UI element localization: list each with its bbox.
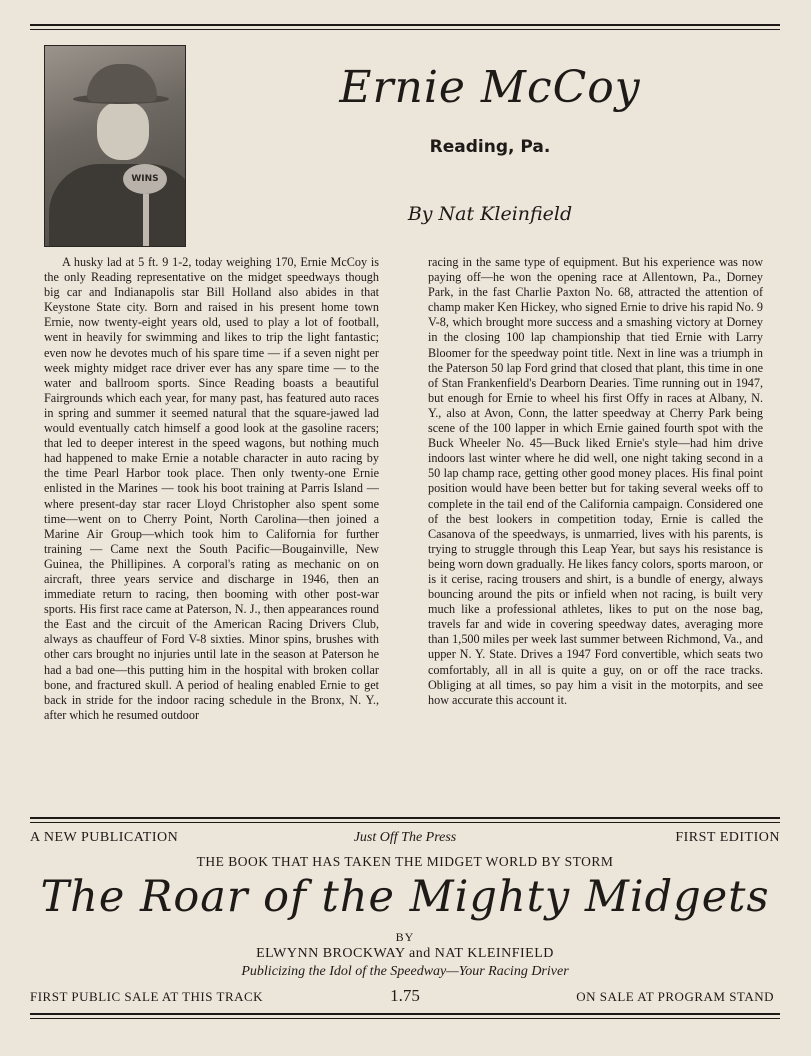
ad-subtitle: Publicizing the Idol of the Speedway—Your Racing Driver xyxy=(241,964,569,979)
ad-sale-row xyxy=(30,986,780,1008)
portrait-photo xyxy=(44,45,186,247)
ad-header-row xyxy=(30,830,780,850)
ad-price: 1.75 xyxy=(390,986,420,1005)
ad-book-title: The Roar of the Mighty Midgets xyxy=(40,872,770,922)
ad-authors: ELWYNN BROCKWAY and NAT KLEINFIELD xyxy=(256,946,554,961)
photo-face xyxy=(97,102,149,160)
article-column-right xyxy=(428,255,763,810)
article-right-text: racing in the same type of equipment. But his experience was now paying off—he won the opening race at Allentown, Pa., Dorney Park, in the fast Charlie Paxton No. 68, attracted the attention of champ maker Ken Hickey, who signed Ernie to drive his rapid No. 9 V-8, which brought more success and a smashing victory at Dorney in the closing 100 lap championship that tied Ernie with Larry Bloomer for the speedway point title. Next in line was a triumph in the Paterson 50 lap Ford grind that closed that plant, this time in one of Stan Frankenfield's Dearborn Dearies. Time running out in 1947, but enough for Ernie to wheel his first Offy in races at Albany, N. Y., also at Avon, Conn, the latter speedway at Cherry Park being scene of the 100 lapper in which Ernie gained fourth spot with the Buck Wheeler No. 45—Buck liked Ernie's style—had him drive indoors last winter where he did well, one night taking second in a 50 lap champ race, getting other good money places. His final point position would have been better but for taking several weeks off to complete in the tail end of the California campaign. Considered one of the best lookers in competition today, Ernie is called the Casanova of the speedways, is unmarried, lives with his parents, is trying to struggle through this Leap Year, but says his resistance is being worn down gradually. He likes fancy colors, sports maroon, or is it cerise, racing trousers and shirt, is a bundle of energy, always bouncing around the pits or infield when not racing, is built very much like a professional athletes, likes to put on the nose bag, travels far and wide in covering speedway dates, averaging more than 1,500 miles per week last summer between Richmond, Va., and upper N. Y. State. Drives a 1947 Ford convertible, which seats two comfortably, all in all is quite a guy, on or off the race tracks. Obliging at all times, so pay him a visit in the motorpits, and see how accurate this account it. xyxy=(428,255,763,707)
ad-sale-left: FIRST PUBLIC SALE AT THIS TRACK xyxy=(30,989,264,1004)
ad-new-publication: A NEW PUBLICATION xyxy=(30,830,179,845)
photo-mic-stand xyxy=(143,194,149,247)
ad-by: BY xyxy=(395,930,415,944)
article-title: Ernie McCoy xyxy=(339,62,641,113)
ad-tagline: THE BOOK THAT HAS TAKEN THE MIDGET WORLD BY STORM xyxy=(196,854,614,869)
ad-first-edition: FIRST EDITION xyxy=(675,830,780,845)
ad-sale-right: ON SALE AT PROGRAM STAND xyxy=(576,989,774,1004)
ad-top-rule-thick xyxy=(30,817,780,819)
top-rule-thin xyxy=(30,29,780,30)
article-column-left xyxy=(44,255,379,810)
article-left-text: A husky lad at 5 ft. 9 1-2, today weighing 170, Ernie McCoy is the only Reading representative on the midget speedways though big car and Indianapolis star Bill Holland also abides in that Keystone State city. Born and raised in his present home town Ernie, now twenty-eight years old, used to play a lot of football, went in heavily for swimming and likes to trip the light fantastic; even now he devotes much of his spare time — if a seven night per week mighty midget race driver ever has any spare time — to the water and ballroom sports. Since Reading boasts a beautiful Fairgrounds which each year, for many past, has featured auto races in spring and summer it seemed natural that the square-jawed lad would eventually catch himself a good look at the gasoline racers; that led to deeper interest in the speed wagons, but nothing much had happened to make Ernie a notable character in auto racing by the time Pearl Harbor took place. Then only twenty-one Ernie enlisted in the Marines — took his boot training at Parris Island — where present-day star racer Lloyd Christopher also spent some time—went on to Cherry Point, North Carolina—then joined a Marine Air Group—which took him to California for further training — Came next the South Pacific—Bougainville, New Guinea, the Phillipines. A corporal's rating as mechanic on on aircraft, three years service and discharge in 1946, then an immediate return to racing, then booming with other post-war sports. His first race came at Paterson, N. J., then appearances round the East and the circuit of the American Racing Drivers Club, always as chauffeur of Ford V-8 sixties. Minor spins, brushes with other cars brought no injuries until late in the season at Paterson he had a bad one—this putting him in the hospital with broken collar bone, and fractured skull. A period of healing enabled Ernie to get back in stride for the indoor racing schedule in the Bronx, N. Y., after which he resumed outdoor xyxy=(44,255,379,722)
top-rule-thick xyxy=(30,24,780,26)
microphone-icon: WINS xyxy=(123,164,167,194)
ad-top-rule-thin xyxy=(30,822,780,823)
article-byline: By Nat Kleinfield xyxy=(407,203,573,225)
article-location: Reading, Pa. xyxy=(429,137,551,157)
photo-hat xyxy=(87,64,157,102)
bottom-rule-thick xyxy=(30,1013,780,1015)
bottom-rule-thin xyxy=(30,1018,780,1019)
ad-just-off-press: Just Off The Press xyxy=(353,830,457,845)
